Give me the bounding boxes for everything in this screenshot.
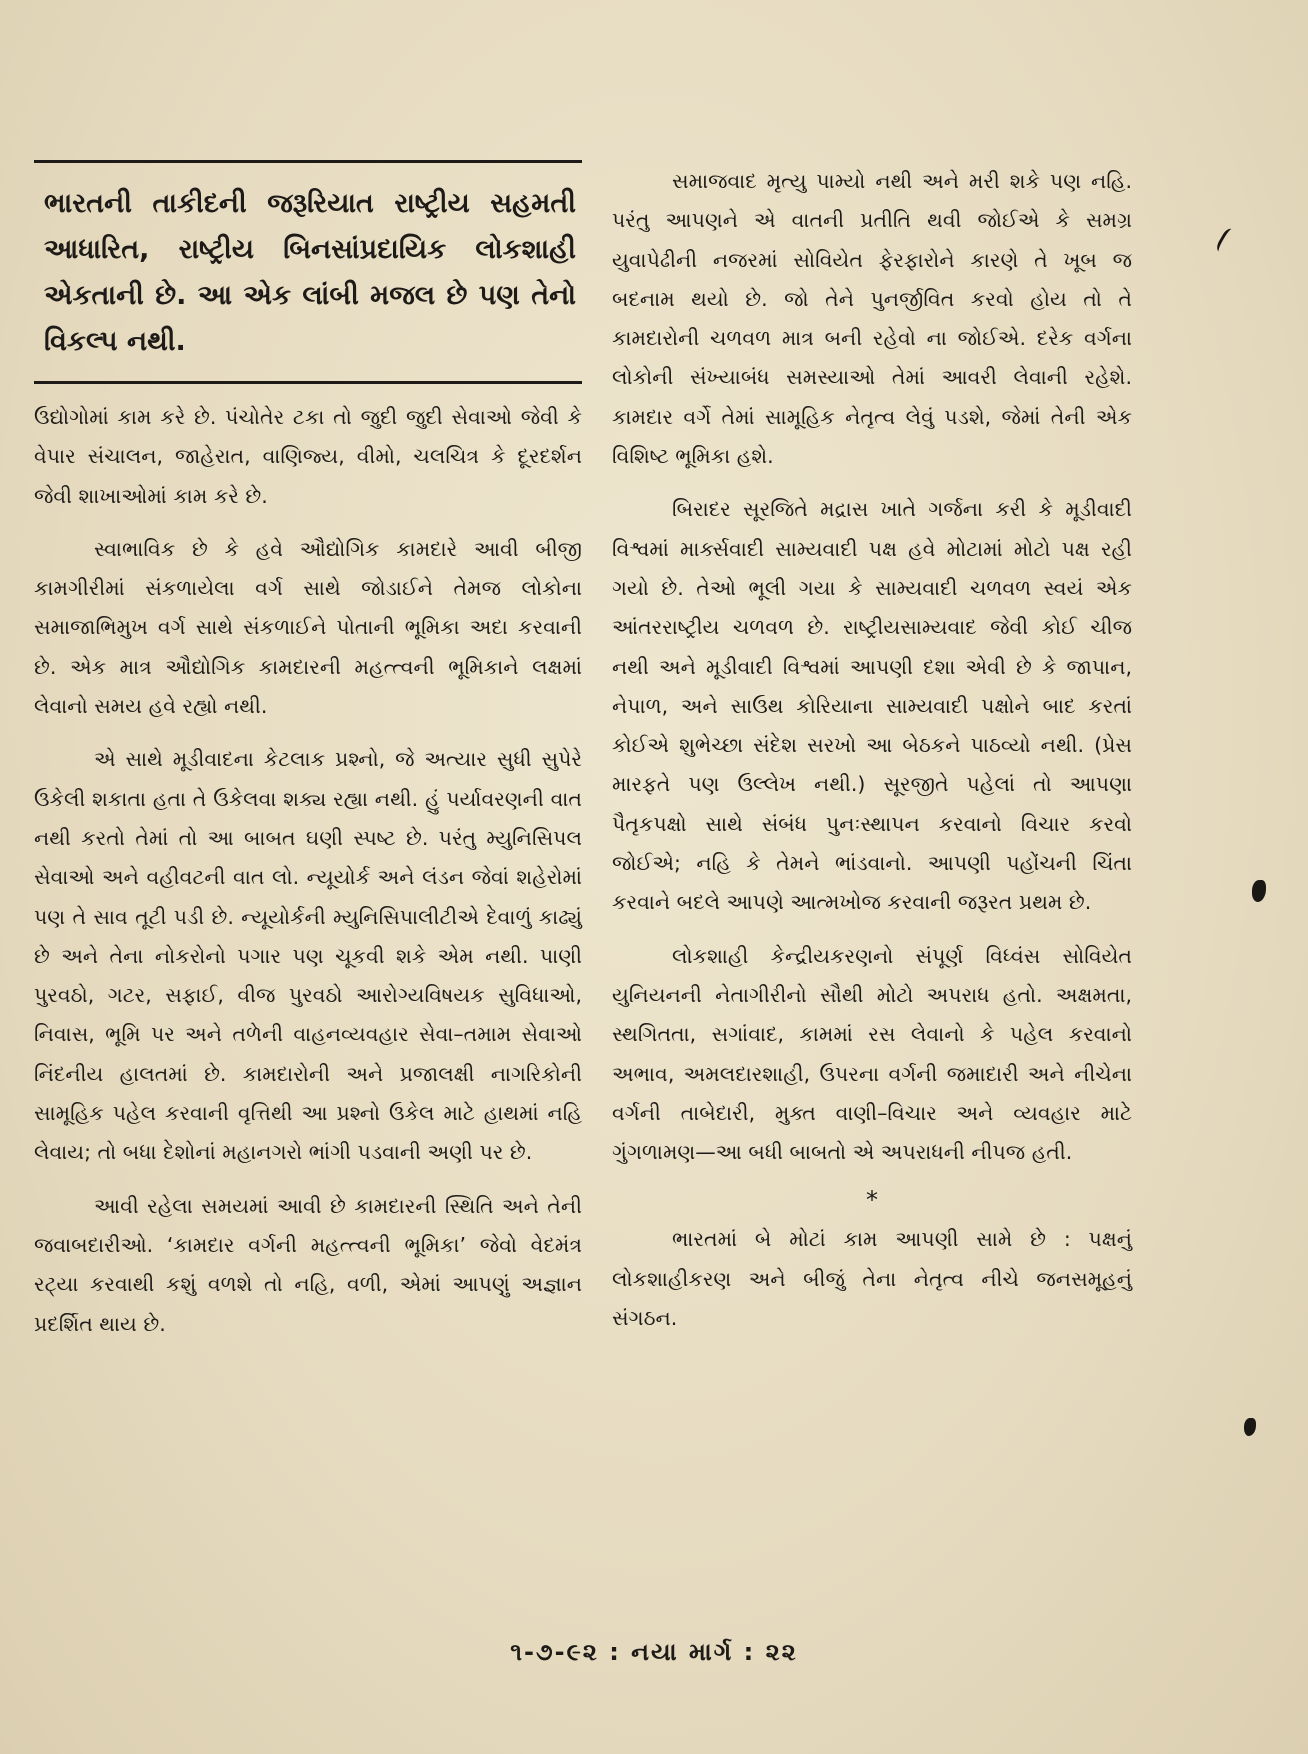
right-paragraph-1: સમાજવાદ મૃત્યુ પામ્યો નથી અને મરી શકે પણ નહિ. પરંતુ આપણને એ વાતની પ્રતીતિ થવી જોઈએ કે સમગ્ર યુવાપેઢીની નજરમાં સોવિયેત ફેરફારોને કારણે તે ખૂબ જ બદનામ થયો છે. જો તેને પુનર્જીવિત કરવો હોય તો તે કામદારોની ચળવળ માત્ર બની રહેવો ના જોઈએ. દરેક વર્ગના લોકોની સંખ્યાબંધ સમસ્યાઓ તેમાં આવરી લેવાની રહેશે. કામદાર વર્ગે તેમાં સામૂહિક નેતૃત્વ લેવું પડશે, જેમાં તેની એક વિશિષ્ટ ભૂમિકા હશે.: [612, 169, 1132, 469]
pull-quote: ભારતની તાકીદની જરૂરિયાત રાષ્ટ્રીય સહમતી આધારિત, રાષ્ટ્રીય બિનસાંપ્રદાયિક લોકશાહી એકતાની છે. આ એક લાંબી મજલ છે પણ તેનો વિકલ્પ નથી.: [44, 188, 576, 357]
section-separator: *: [866, 1186, 878, 1215]
ink-mark-2: [1252, 880, 1266, 902]
right-column: [612, 162, 1132, 1352]
right-paragraph-3: લોકશાહી કેન્દ્રીયકરણનો સંપૂર્ણ વિધ્વંસ સોવિયેત યુનિયનની નેતાગીરીનો સૌથી મોટો અપરાધ હતો. અક્ષમતા, સ્થગિતતા, સગાંવાદ, કામમાં રસ લેવાનો કે પહેલ કરવાનો અભાવ, અમલદારશાહી, ઉપરના વર્ગની જમાદારી અને નીચેના વર્ગની તાબેદારી, મુક્ત વાણી–વિચાર અને વ્યવહાર માટે ગુંગળામણ—આ બધી બાબતો એ અપરાધની નીપજ હતી.: [612, 943, 1132, 1165]
left-paragraph-4: આવી રહેલા સમયમાં આવી છે કામદારની સ્થિતિ અને તેની જવાબદારીઓ. ‘કામદાર વર્ગની મહત્ત્વની ભૂમિકા’ જેવો વેદમંત્ર રટ્યા કરવાથી કશું વળશે તો નહિ, વળી, એમાં આપણું અજ્ઞાન પ્રદર્શિત થાય છે.: [34, 1193, 582, 1336]
callout-bottom-rule: [34, 381, 582, 384]
left-paragraph-2: સ્વાભાવિક છે કે હવે ઔદ્યોગિક કામદારે આવી બીજી કામગીરીમાં સંકળાયેલા વર્ગ સાથે જોડાઈને તેમજ લોકોના સમાજાભિમુખ વર્ગ સાથે સંકળાઈને પોતાની ભૂમિકા અદા કરવાની છે. એક માત્ર ઔદ્યોગિક કામદારની મહત્ત્વની ભૂમિકાને લક્ષમાં લેવાનો સમય હવે રહ્યો નથી.: [34, 536, 582, 719]
closing-paragraph: ભારતમાં બે મોટાં કામ આપણી સામે છે : પક્ષનું લોકશાહીકરણ અને બીજું તેના નેતૃત્વ નીચે જનસમૂહનું સંગઠન.: [612, 1227, 1132, 1331]
page-footer: ૧-૭-૯૨ : નયા માર્ગ : ૨૨: [510, 1638, 798, 1666]
ink-mark-1: [1214, 226, 1238, 255]
left-paragraph-3: એ સાથે મૂડીવાદના કેટલાક પ્રશ્નો, જે અત્યાર સુધી સુપેરે ઉકેલી શકાતા હતા તે ઉકેલવા શક્ય રહ્યા નથી. હું પર્યાવરણની વાત નથી કરતો તેમાં તો આ બાબત ઘણી સ્પષ્ટ છે. પરંતુ મ્યુનિસિપલ સેવાઓ અને વહીવટની વાત લો. ન્યૂયોર્ક અને લંડન જેવાં શહેરોમાં પણ તે સાવ તૂટી પડી છે. ન્યૂયોર્કની મ્યુનિસિપાલીટીએ દેવાળું કાઢ્યું છે અને તેના નોકરોનો પગાર પણ ચૂકવી શકે એમ નથી. પાણી પુરવઠો, ગટર, સફાઈ, વીજ પુરવઠો આરોગ્યવિષયક સુવિધાઓ, નિવાસ, ભૂમિ પર અને તળેની વાહનવ્યવહાર સેવા–તમામ સેવાઓ નિંદનીય હાલતમાં છે. કામદારોની અને પ્રજાલક્ષી નાગરિકોની સામૂહિક પહેલ કરવાની વૃત્તિથી આ પ્રશ્નો ઉકેલ માટે હાથમાં નહિ લેવાય; તો બધા દેશોનાં મહાનગરો ભાંગી પડવાની અણી પર છે.: [34, 747, 582, 1165]
ink-mark-3: [1244, 1418, 1256, 1436]
left-paragraph-1: ઉદ્યોગોમાં કામ કરે છે. પંચોતેર ટકા તો જુદી જુદી સેવાઓ જેવી કે વેપાર સંચાલન, જાહેરાત, વાણિજ્ય, વીમો, ચલચિત્ર કે દૂરદર્શન જેવી શાખાઓમાં કામ કરે છે.: [34, 405, 582, 508]
left-column: [34, 160, 582, 1358]
right-paragraph-2: બિરાદર સૂરજિતે મદ્રાસ ખાતે ગર્જના કરી કે મૂડીવાદી વિશ્વમાં માર્ક્સવાદી સામ્યવાદી પક્ષ હવે મોટામાં મોટો પક્ષ રહી ગયો છે. તેઓ ભૂલી ગયા કે સામ્યવાદી ચળવળ સ્વયં એક આંતરરાષ્ટ્રીય ચળવળ છે. રાષ્ટ્રીયસામ્યવાદ જેવી કોઈ ચીજ નથી અને મૂડીવાદી વિશ્વમાં આપણી દશા એવી છે કે જાપાન, નેપાળ, અને સાઉથ કોરિયાના સામ્યવાદી પક્ષોને બાદ કરતાં કોઈએ શુભેચ્છા સંદેશ સરખો આ બેઠકને પાઠવ્યો નથી. (પ્રેસ મારફતે પણ ઉલ્લેખ નથી.) સૂરજીતે પહેલાં તો આપણા પૈતૃકપક્ષો સાથે સંબંધ પુનઃસ્થાપન કરવાનો વિચાર કરવો જોઈએ; નહિ કે તેમને ભાંડવાનો. આપણી પહોંચની ચિંતા કરવાને બદલે આપણે આત્મખોજ કરવાની જરૂરત પ્રથમ છે.: [612, 497, 1132, 915]
